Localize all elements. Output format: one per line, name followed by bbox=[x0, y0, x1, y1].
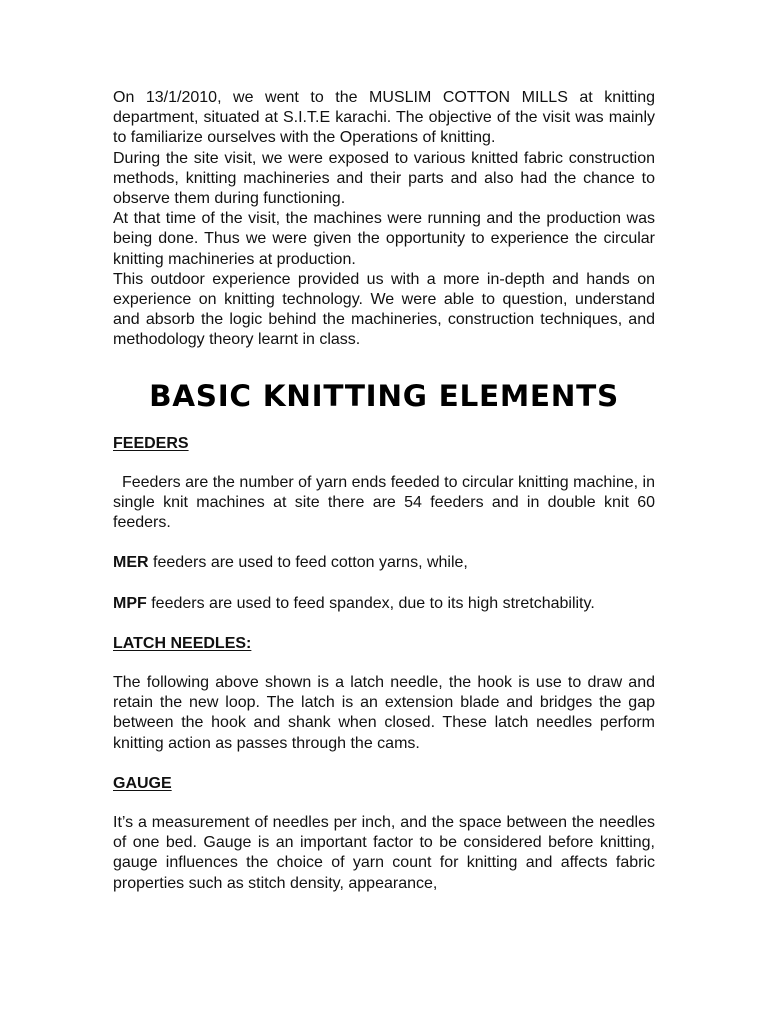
mpf-text: feeders are used to feed spandex, due to its high stretchability. bbox=[146, 594, 595, 612]
intro-paragraph-1: On 13/1/2010, we went to the MUSLIM COTTON MILLS at knitting department, situated at S.I.T.E karachi. The objective of the visit was mainly to familiarize ourselves with the Operations of knitting. bbox=[113, 89, 655, 147]
mer-text: feeders are used to feed cotton yarns, while, bbox=[148, 554, 468, 572]
intro-paragraph-2: During the site visit, we were exposed to various knitted fabric construction methods, knitting machineries and their parts and also had the chance to observe them during functioning. bbox=[113, 149, 655, 208]
indent bbox=[113, 474, 122, 491]
page-title: BASIC KNITTING ELEMENTS bbox=[149, 378, 619, 413]
latch-needles-section bbox=[113, 634, 655, 754]
document-page bbox=[113, 88, 655, 894]
mpf-term: MPF bbox=[113, 594, 147, 612]
intro-block bbox=[113, 88, 655, 351]
mpf-paragraph bbox=[113, 594, 655, 614]
gauge-paragraph: It’s a measurement of needles per inch, and the space between the needles of one bed. Gauge is an important factor to be considered before knitting, gauge influences the choice of yarn count for knitting and affects fabric properties such as stitch density, appearance, bbox=[113, 814, 655, 892]
mer-term: MER bbox=[113, 554, 149, 572]
gauge-heading: GAUGE bbox=[113, 774, 172, 792]
feeders-heading: FEEDERS bbox=[113, 434, 189, 452]
intro-paragraph-3: At that time of the visit, the machines were running and the production was being done. Thus we were given the opportunity to experience the circular knitting machineries at production. bbox=[113, 210, 655, 268]
gauge-section bbox=[113, 774, 655, 894]
mer-paragraph bbox=[113, 553, 655, 573]
feeders-text: Feeders are the number of yarn ends feeded to circular knitting machine, in single knit machines at site there are 54 feeders and in double knit 60 feeders. bbox=[113, 473, 656, 532]
feeders-paragraph bbox=[113, 473, 655, 534]
latch-needles-paragraph: The following above shown is a latch needle, the hook is use to draw and retain the new loop. The latch is an extension blade and bridges the gap between the hook and shank when closed. These latch needles perform knitting action as passes through the cams. bbox=[113, 674, 655, 752]
intro-paragraph-4: This outdoor experience provided us with a more in-depth and hands on experience on knitting technology. We were able to question, understand and absorb the logic behind the machineries, construction techniques, and methodology theory learnt in class. bbox=[113, 270, 655, 349]
feeders-section bbox=[113, 434, 655, 614]
latch-needles-heading: LATCH NEEDLES: bbox=[113, 634, 252, 652]
